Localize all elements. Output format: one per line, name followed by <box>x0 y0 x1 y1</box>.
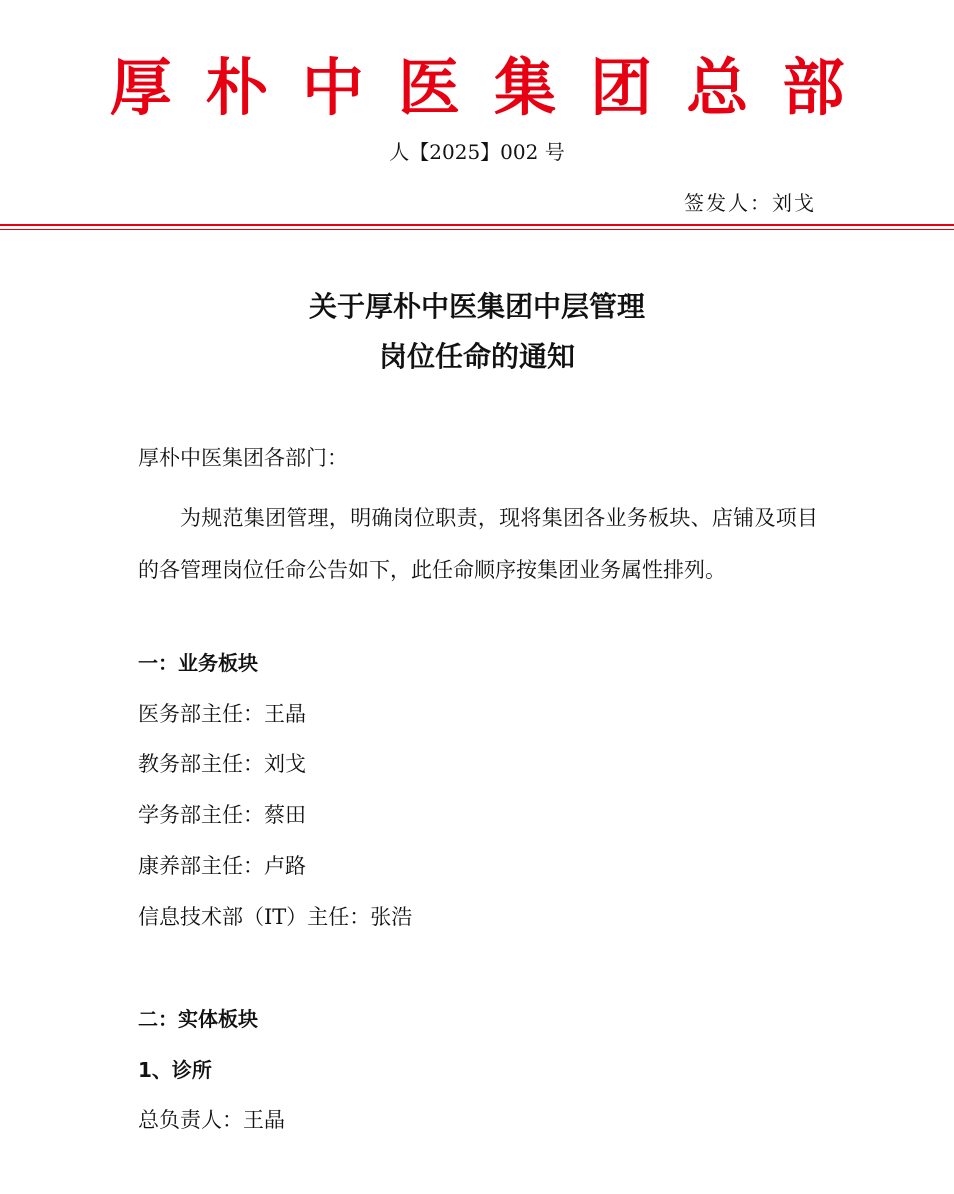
list-item: 信息技术部（IT）主任：张浩 <box>138 905 413 929</box>
list-item: 康养部主任：卢路 <box>138 854 306 878</box>
notice-title-line1: 关于厚朴中医集团中层管理 <box>308 290 645 323</box>
red-rule-thick <box>0 224 954 226</box>
red-header-rule <box>0 224 954 232</box>
list-item: 学务部主任：蔡田 <box>138 803 306 827</box>
section2-sub1-heading: 1、诊所 <box>138 1058 212 1082</box>
section1-heading: 一：业务板块 <box>138 651 258 675</box>
red-rule-thin <box>0 229 954 230</box>
doc-number: 人【2025】002 号 <box>389 140 565 164</box>
notice-title-line2: 岗位任命的通知 <box>378 340 575 373</box>
list-item: 教务部主任：刘戈 <box>138 752 306 776</box>
section2-heading: 二：实体板块 <box>138 1007 258 1031</box>
org-title: 厚朴中医集团总部 <box>109 51 879 124</box>
intro-paragraph: 为规范集团管理，明确岗位职责，现将集团各业务板块、店铺及项目的各管理岗位任命公告如下，此任命顺序按集团业务属性排列。 <box>138 506 818 582</box>
salutation: 厚朴中医集团各部门： <box>138 446 348 470</box>
signer: 签发人：刘戈 <box>684 191 816 215</box>
list-item: 医务部主任：王晶 <box>138 702 306 726</box>
notice-title <box>0 282 954 382</box>
list-item: 总负责人：王晶 <box>138 1108 285 1132</box>
